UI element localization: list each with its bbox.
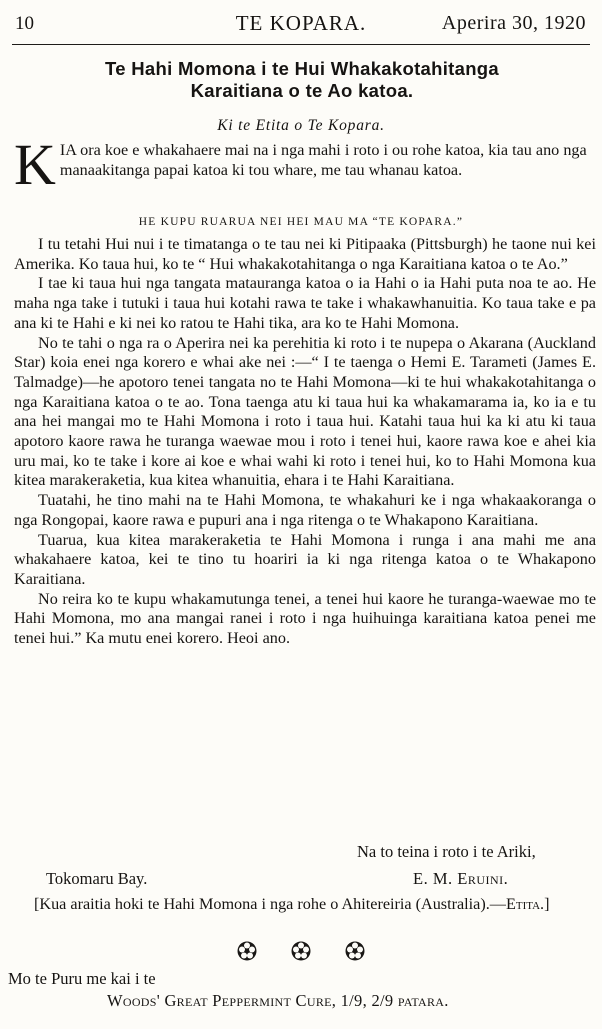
- body-paragraph-6: No reira ko te kupu whakamutunga tenei, a tenei hui kaore he turanga-waewae mo te Hahi Momona, mo ana mangai ranei i roto i nga huihuinga karaitiana katoa penei me tenei hui.” Ka mutu enei korero. Heoi ano.: [14, 589, 596, 648]
- body-paragraph-3: No te tahi o nga ra o Aperira nei ka perehitia ki roto i te nupepa o Akarana (Auckland Star) koia enei nga korero e whai ake nei :—“ I te taenga o Hemi E. Tarameti (James E. Talmadge)—he apotoro tenei tangata no te Hahi Momona—ki te hui whakakotahitanga o nga Karaitiana katoa o te ao. Tona taenga atu ki taua hui ka whakamarama ia, ko ia e tu ana hei mangai mo te Hahi Momona i roto i taua hui. Katahi taua hui ka ki atu ki taua apotoro kaore rawa he turanga waewae mou i roto i tenei hui, kaore rawa koe e ahei kia uru mai, ko te take i kore ai koe e whai wahi ki roto i tenei hui, ko to Hahi Momona kua kitea marakeraketia, kua kitea whanuitia, ehara i te Hahi Karaitiana.: [14, 333, 596, 490]
- header-rule: [12, 44, 590, 45]
- page-header: [0, 8, 602, 48]
- body-paragraph-1: I tu tetahi Hui nui i te timatanga o te tau nei ki Pitipaaka (Pittsburgh) he taone nui kei Amerika. Ko taua hui, ko te “ Hui whakakotahitanga o nga Karaitiana katoa o te Ao.”: [14, 235, 596, 273]
- drop-cap: K: [14, 132, 56, 197]
- article-body: [14, 235, 596, 649]
- body-paragraph-4: Tuatahi, he tino mahi na te Hahi Momona, te whakahuri ke i nga whakaakoranga o nga Rongopai, kaore rawa e pupuri ana i nga ritenga o te Whakapono Karaitiana.: [14, 491, 596, 529]
- advert-line-1: Mo te Puru me kai i te: [8, 969, 156, 988]
- flower-ornament-icon: [290, 940, 312, 962]
- body-paragraph-2: I tae ki taua hui nga tangata matauranga katoa o ia Hahi o ia Hahi puta noa te ao. He maha nga take i tutuki i taua hui kotahi rawa te take i whakawhanuitia. Ko taua take e pa ana ki te Hahi e ki nei ko ratou te Hahi tika, ara ko te Hahi Momona.: [14, 274, 596, 332]
- intro-text: IA ora koe e whakahaere mai na i nga mahi i roto i ou rohe katoa, kia tau ano nga manaakitanga papai katoa ki tou whare, me tau whanau katoa.: [59, 141, 587, 179]
- masthead-title: TE KOPARA.: [235, 11, 367, 35]
- article-headline: [14, 58, 590, 102]
- headline-line-2: Karaitiana o te Ao katoa.: [190, 80, 414, 101]
- headline-line-1: Te Hahi Momona i te Hui Whakakotahitanga: [104, 58, 500, 79]
- issue-date: Aperira 30, 1920: [441, 12, 586, 34]
- advert-line-2: Woods' Great Peppermint Cure, 1/9, 2/9 patara.: [107, 991, 449, 1010]
- page-number: 10: [15, 13, 34, 34]
- flower-ornament-icon: [236, 940, 258, 962]
- editor-note: [14, 895, 596, 915]
- editor-note-signature: Etita.]: [505, 895, 550, 913]
- body-paragraph-5: Tuarua, kua kitea marakeraketia te Hahi Momona i runga i ana mahi me ana whakahaere katoa, kei te tino tu hoariri ia ki nga ritenga katoa o te Whakapono Karaitiana.: [14, 530, 596, 588]
- letter-signoff: Na to teina i roto i te Ariki,: [357, 842, 536, 861]
- article-byline: Ki te Etita o Te Kopara.: [217, 117, 385, 134]
- letter-author: E. M. Eruini.: [413, 869, 509, 888]
- intro-paragraph: [14, 132, 596, 197]
- section-subheading: HE KUPU RUARUA NEI HEI MAU MA “TE KOPARA.”: [138, 216, 464, 228]
- letter-place: Tokomaru Bay.: [46, 869, 148, 888]
- ornament-row: [0, 940, 602, 964]
- editor-note-text: [Kua araitia hoki te Hahi Momona i nga rohe o Ahitereiria (Australia).—: [34, 895, 506, 913]
- flower-ornament-icon: [344, 940, 366, 962]
